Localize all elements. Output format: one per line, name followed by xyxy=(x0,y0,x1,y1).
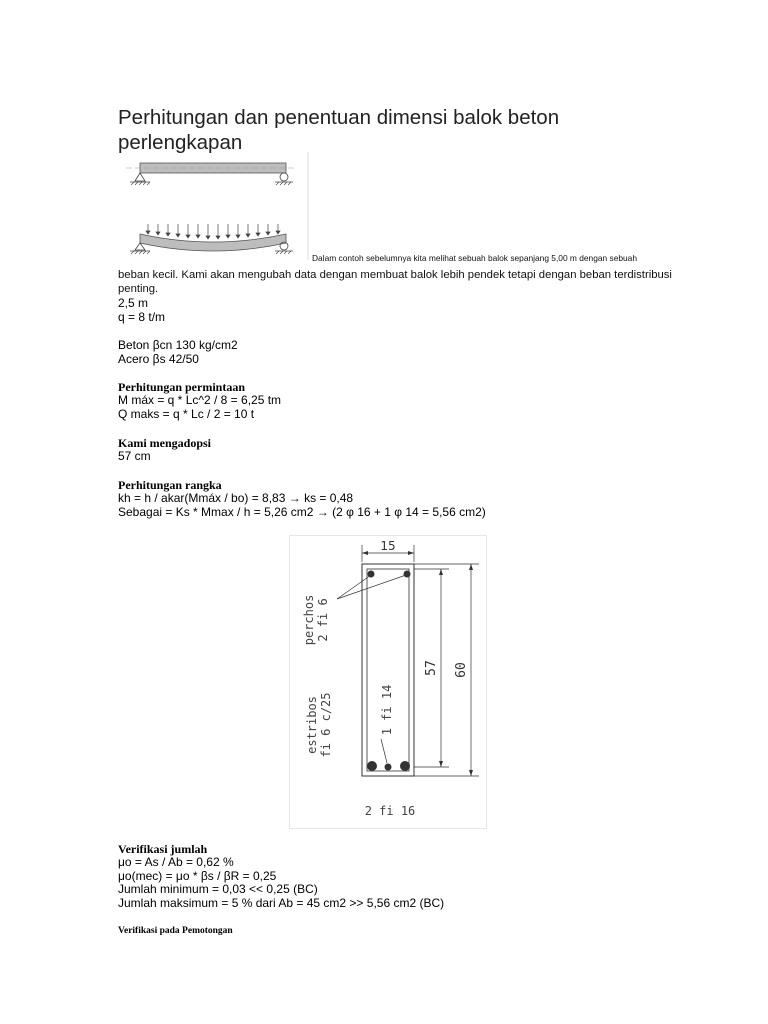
moment-formula: M máx = q * Lc^2 / 8 = 6,25 tm xyxy=(118,393,282,407)
loaded-beam xyxy=(130,224,293,254)
perchos-label: perchos xyxy=(302,594,316,646)
adopted-height: 57 cm xyxy=(118,449,151,463)
span-length: 2,5 m xyxy=(118,296,149,310)
estribos-label: estribos xyxy=(305,696,319,754)
minimum-check: Jumlah minimum = 0,03 << 0,25 (BC) xyxy=(118,882,318,896)
intro-continuation: beban kecil. Kami akan mengubah data dengan membuat balok lebih pendek tetapi dengan beban terdistribusi penting. xyxy=(118,269,672,295)
bottom-bar xyxy=(400,761,410,771)
perchos-bars-label: 2 fi 6 xyxy=(316,598,330,642)
beam-section-drawing xyxy=(289,535,487,829)
section-heading: Perhitungan rangka xyxy=(118,478,222,492)
materials-block xyxy=(118,339,238,366)
shear-formula: Q maks = q * Lc / 2 = 10 t xyxy=(118,406,255,421)
width-dimension-label: 15 xyxy=(380,539,396,553)
estribos-spacing-label: fi 6 c/25 xyxy=(319,692,333,758)
section-heading: Verifikasi pada Pemotongan xyxy=(118,926,233,936)
section-heading: Kami mengadopsi xyxy=(118,436,212,450)
kh-formula: kh = h / akar(Mmáx / bo) = 8,83 → ks = 0,48 xyxy=(118,491,354,505)
frame-section xyxy=(118,478,486,519)
adopt-section xyxy=(118,436,211,464)
unloaded-beam xyxy=(126,163,294,185)
verify-cut-section xyxy=(118,924,233,938)
steel-grade: Acero βs 42/50 xyxy=(118,351,199,366)
top-bar xyxy=(404,571,411,578)
steel-area-formula: Sebagai = Ks * Mmax / h = 5,26 cm2 → (2 φ 16 + 1 φ 14 = 5,56 cm2) xyxy=(118,504,486,519)
concrete-grade: Beton βcn 130 kg/cm2 xyxy=(118,338,238,352)
mechanical-ratio-formula: μo(mec) = μo * βs / βR = 0,25 xyxy=(118,868,277,883)
verify-amount-section xyxy=(118,842,444,910)
total-height-label: 60 xyxy=(454,662,469,678)
inner-height-label: 57 xyxy=(424,660,439,676)
middle-bar-label: 1 fi 14 xyxy=(380,684,394,736)
intro-first-line: Dalam contoh sebelumnya kita melihat sebuah balok sepanjang 5,00 m dengan sebuah xyxy=(312,253,637,263)
section-heading: Perhitungan permintaan xyxy=(118,380,246,394)
section-heading: Verifikasi jumlah xyxy=(118,842,208,856)
bottom-bars-label: 2 fi 16 xyxy=(364,804,416,818)
distributed-load: q = 8 t/m xyxy=(118,309,166,324)
middle-bar xyxy=(385,764,392,771)
ratio-formula: μo = As / Ab = 0,62 % xyxy=(118,855,234,869)
demand-section xyxy=(118,380,281,421)
beam-diagram xyxy=(118,152,310,260)
maximum-check: Jumlah maksimum = 5 % dari Ab = 45 cm2 >> 5,56 cm2 (BC) xyxy=(118,895,445,910)
bottom-bar xyxy=(367,761,377,771)
data-block xyxy=(118,297,165,324)
page-title: Perhitungan dan penentuan dimensi balok beton perlengkapan xyxy=(118,106,560,154)
